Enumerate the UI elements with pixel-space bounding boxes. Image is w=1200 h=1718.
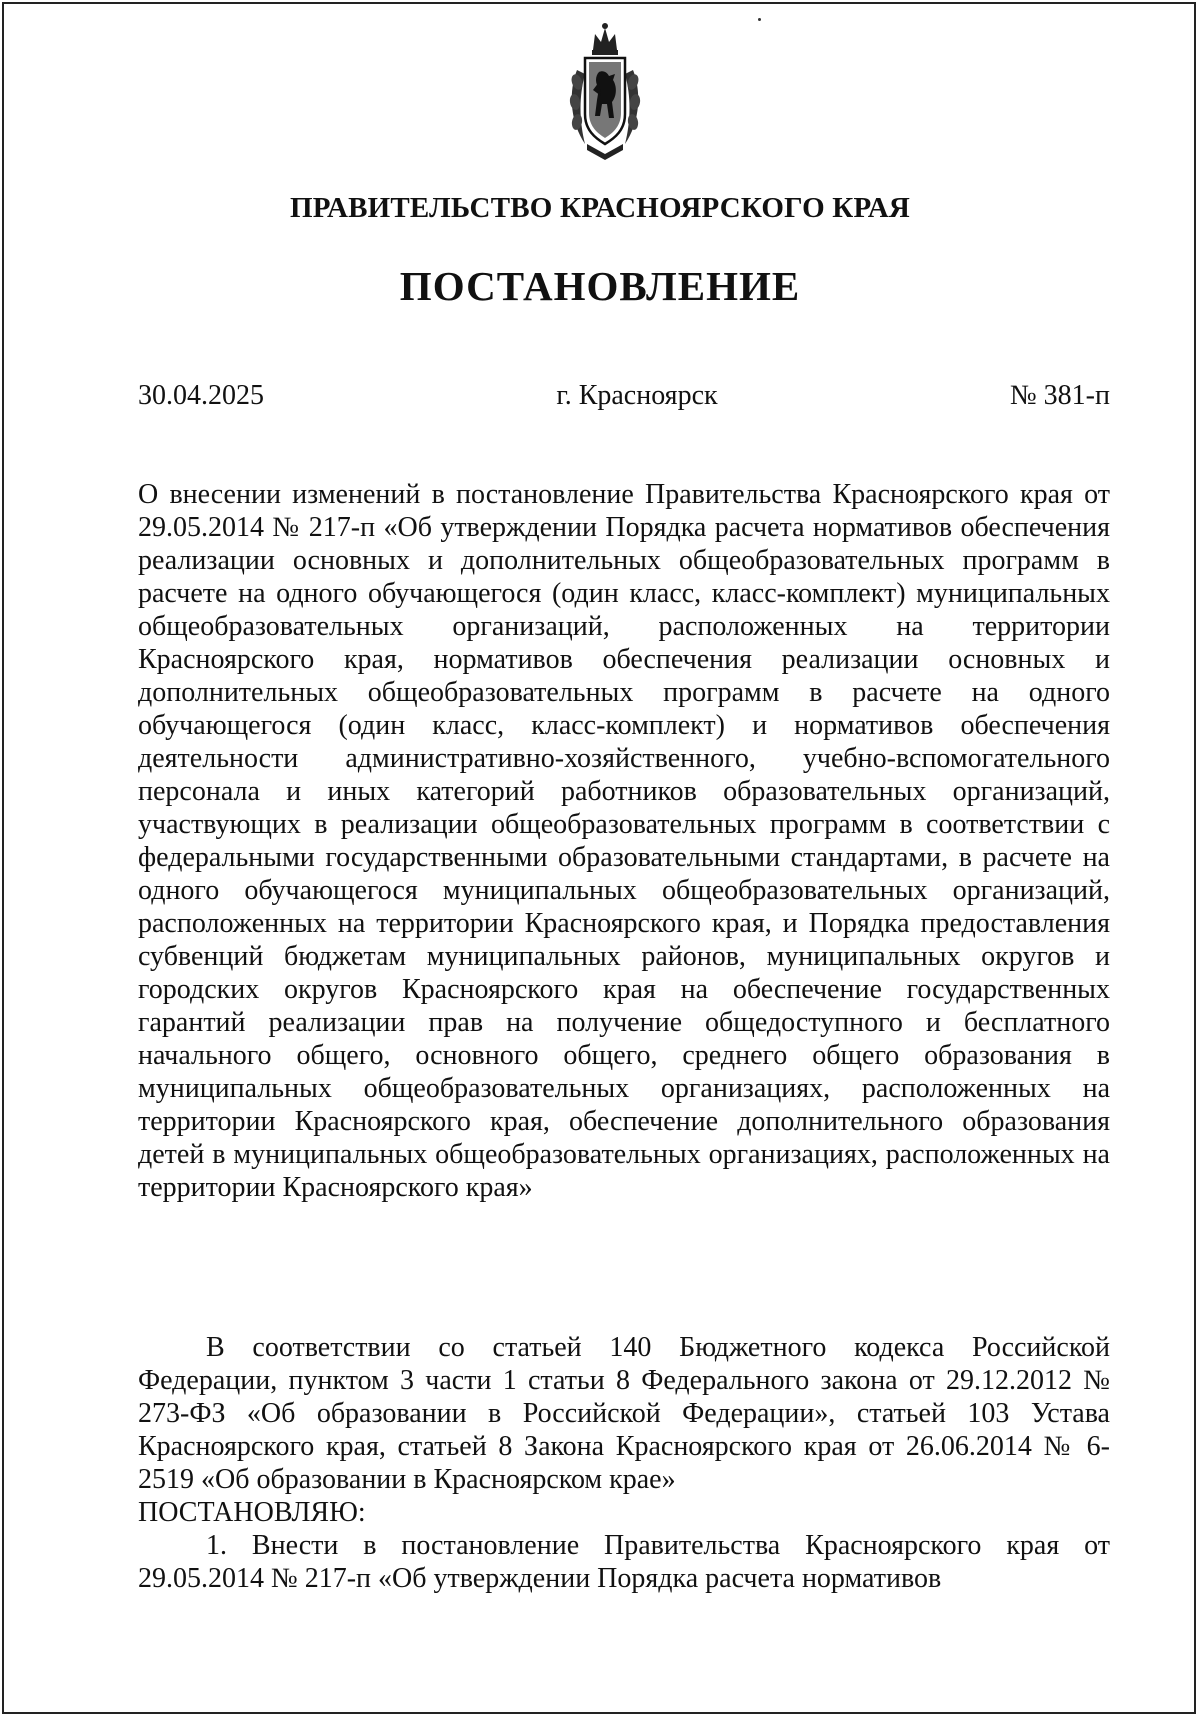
coat-of-arms-icon <box>565 20 645 162</box>
document-subject: О внесении изменений в постановление Правительства Красноярского края от 29.05.2014 № 217-п «Об утверждении Порядка расчета нормативов обеспечения реализации основных и дополнительных общеобразовательных программ в расчете на одного обучающегося (один класс, класс-комплект) муниципальных общеобразовательных организаций, расположенных на территории Красноярского края, нормативов обеспечения реализации основных и дополнительных общеобразовательных программ в расчете на одного обучающегося (один класс, класс-комплект) и нормативов обеспечения деятельности административно-хозяйственного, учебно-вспомогательного персонала и иных категорий работников образовательных организаций, участвующих в реализации общеобразовательных программ в соответствии с федеральными государственными образовательными стандартами, в расчете на одного обучающегося муниципальных общеобразовательных организаций, расположенных на территории Красноярского края, и Порядка предоставления субвенций бюджетам муниципальных районов, муниципальных округов и городских округов Красноярского края на обеспечение государственных гарантий реализации прав на получение общедоступного и бесплатного начального общего, основного общего, среднего общего образования в муниципальных общеобразовательных организациях, расположенных на территории Красноярского края, обеспечение дополнительного образования детей в муниципальных общеобразовательных организациях, расположенных на территории Красноярского края» <box>138 479 1110 1203</box>
organization-name: ПРАВИТЕЛЬСТВО КРАСНОЯРСКОГО КРАЯ <box>289 192 911 224</box>
document-meta-row <box>138 380 1110 412</box>
document-date: 30.04.2025 <box>138 380 264 411</box>
document-number: № 381-п <box>1009 380 1110 411</box>
scan-speck <box>758 18 761 21</box>
decree-word: ПОСТАНОВЛЯЮ: <box>138 1497 366 1528</box>
preamble-paragraph: В соответствии со статьей 140 Бюджетного кодекса Российской Федерации, пунктом 3 части 1 статьи 8 Федерального закона от 29.12.2012 № 273-ФЗ «Об образовании в Российской Федерации», статьей 103 Устава Красноярского края, статьей 8 Закона Красноярского края от 26.06.2014 № 6-2519 «Об образовании в Красноярском крае» <box>138 1332 1110 1495</box>
document-city: г. Красноярск <box>556 380 718 411</box>
item-1-paragraph: 1. Внести в постановление Правительства Красноярского края от 29.05.2014 № 217-п «Об утверждении Порядка расчета нормативов <box>138 1530 1110 1594</box>
document-title: ПОСТАНОВЛЕНИЕ <box>399 263 801 309</box>
document-body <box>138 1331 1110 1595</box>
